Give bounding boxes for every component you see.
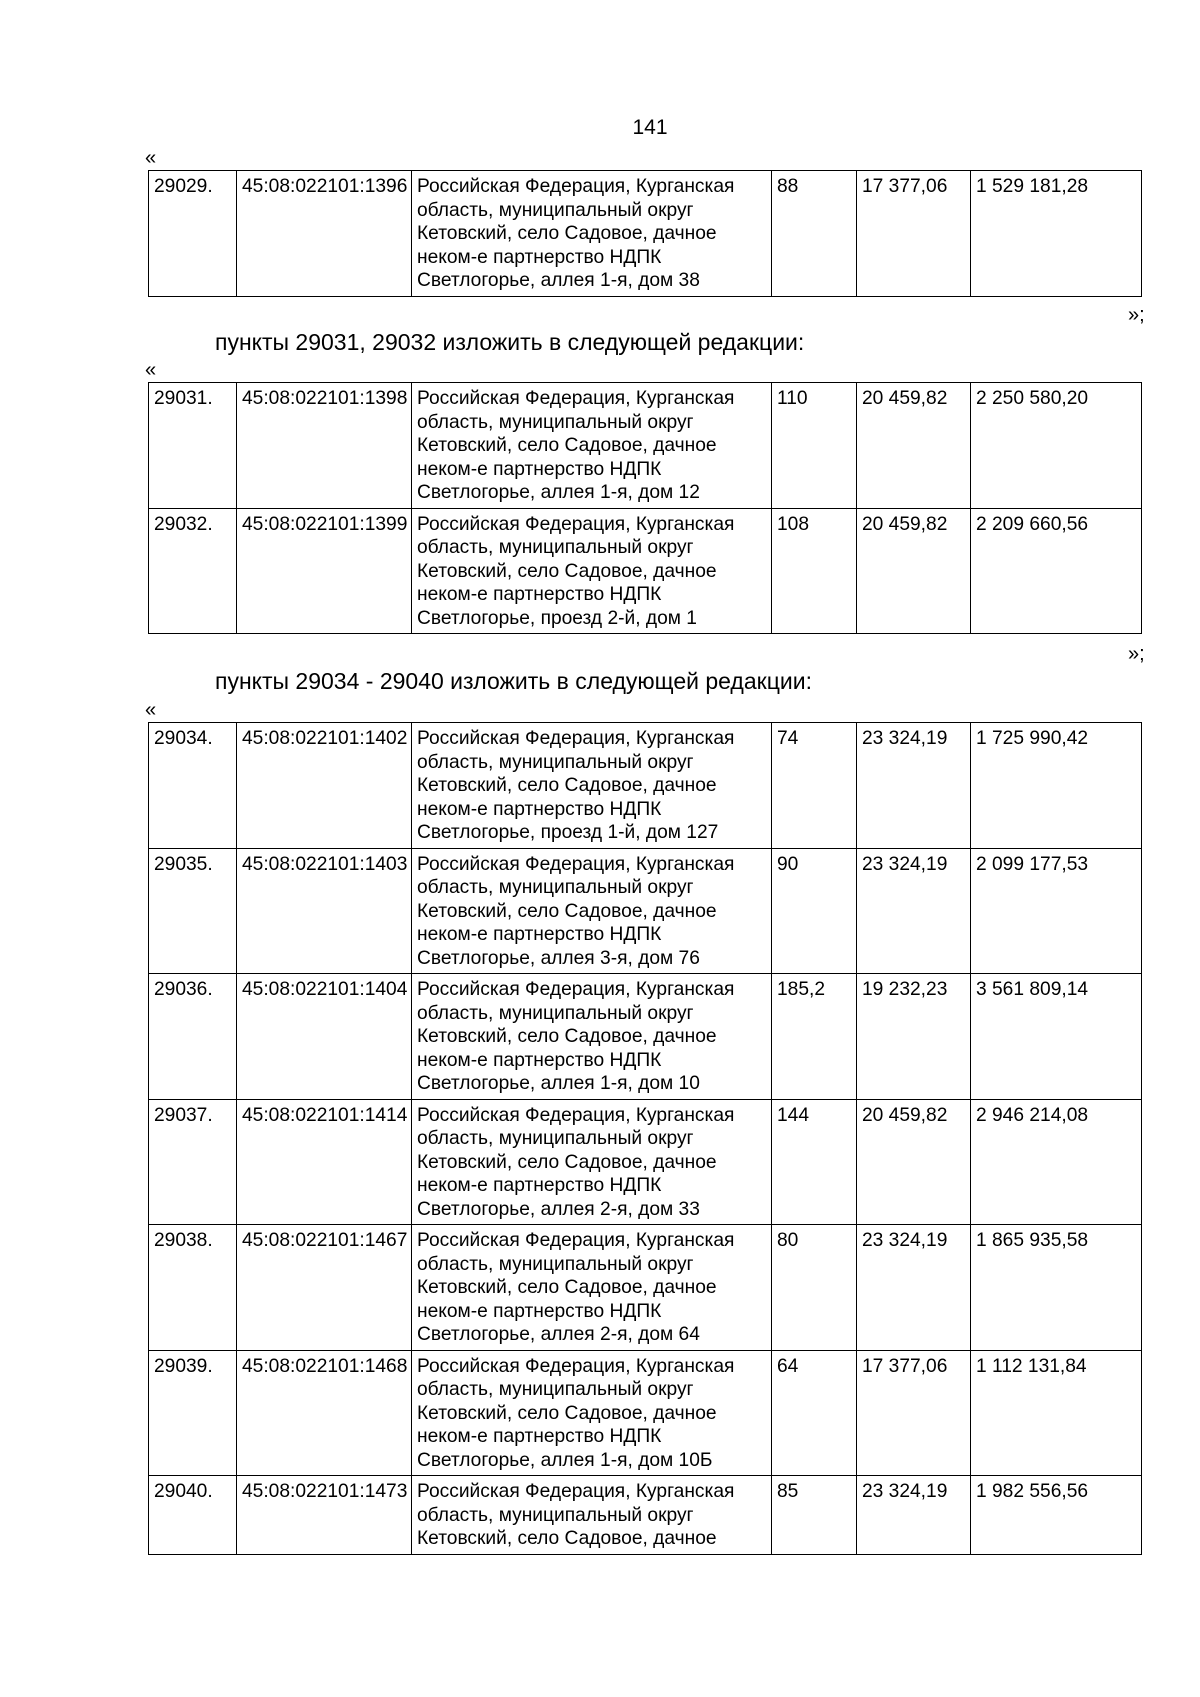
closing-quote: »; — [1128, 643, 1145, 665]
address-cell: Российская Федерация, Курганская область, муниципальный округ Кетовский, село Садовое, дачное неком-е партнерство НДПК Светлогорье, аллея 1-я, дом 38 — [412, 171, 772, 297]
total-value-cell: 1 865 935,58 — [971, 1225, 1142, 1351]
cadastral-number-cell: 45:08:022101:1467 — [237, 1225, 412, 1351]
total-value-cell: 3 561 809,14 — [971, 974, 1142, 1100]
table-row — [149, 848, 1142, 974]
address-cell: Российская Федерация, Курганская область, муниципальный округ Кетовский, село Садовое, дачное неком-е партнерство НДПК Светлогорье, аллея 1-я, дом 12 — [412, 383, 772, 509]
area-cell: 80 — [772, 1225, 857, 1351]
area-cell: 108 — [772, 508, 857, 634]
cadastral-number-cell: 45:08:022101:1398 — [237, 383, 412, 509]
page-number: 141 — [632, 116, 668, 139]
table-row — [149, 171, 1142, 297]
cadastral-number-cell: 45:08:022101:1473 — [237, 1476, 412, 1555]
cadastral-number-cell: 45:08:022101:1402 — [237, 723, 412, 849]
table-body — [149, 723, 1142, 1555]
price-per-unit-cell: 23 324,19 — [857, 1476, 971, 1555]
address-cell: Российская Федерация, Курганская область, муниципальный округ Кетовский, село Садовое, дачное неком-е партнерство НДПК Светлогорье, проезд 2-й, дом 1 — [412, 508, 772, 634]
item-number-cell: 29032. — [149, 508, 237, 634]
price-per-unit-cell: 17 377,06 — [857, 1350, 971, 1476]
address-cell: Российская Федерация, Курганская область, муниципальный округ Кетовский, село Садовое, дачное неком-е партнерство НДПК Светлогорье, аллея 2-я, дом 64 — [412, 1225, 772, 1351]
section-intro: пункты 29034 - 29040 изложить в следующей редакции: — [215, 668, 812, 694]
price-per-unit-cell: 20 459,82 — [857, 1099, 971, 1225]
cadastral-number-cell: 45:08:022101:1468 — [237, 1350, 412, 1476]
total-value-cell: 2 946 214,08 — [971, 1099, 1142, 1225]
area-cell: 185,2 — [772, 974, 857, 1100]
item-number-cell: 29035. — [149, 848, 237, 974]
table-row — [149, 1350, 1142, 1476]
price-per-unit-cell: 20 459,82 — [857, 508, 971, 634]
table-row — [149, 1225, 1142, 1351]
address-cell: Российская Федерация, Курганская область, муниципальный округ Кетовский, село Садовое, дачное неком-е партнерство НДПК Светлогорье, аллея 1-я, дом 10Б — [412, 1350, 772, 1476]
cadastral-number-cell: 45:08:022101:1396 — [237, 171, 412, 297]
cadastral-number-cell: 45:08:022101:1399 — [237, 508, 412, 634]
table-section-2 — [148, 722, 1142, 1555]
price-per-unit-cell: 17 377,06 — [857, 171, 971, 297]
item-number-cell: 29038. — [149, 1225, 237, 1351]
address-cell: Российская Федерация, Курганская область, муниципальный округ Кетовский, село Садовое, дачное — [412, 1476, 772, 1555]
opening-quote: « — [145, 359, 157, 381]
area-cell: 85 — [772, 1476, 857, 1555]
total-value-cell: 2 209 660,56 — [971, 508, 1142, 634]
table-row — [149, 383, 1142, 509]
table-row — [149, 508, 1142, 634]
table-row — [149, 1099, 1142, 1225]
price-per-unit-cell: 23 324,19 — [857, 848, 971, 974]
item-number-cell: 29029. — [149, 171, 237, 297]
table-body — [149, 383, 1142, 634]
area-cell: 90 — [772, 848, 857, 974]
area-cell: 110 — [772, 383, 857, 509]
total-value-cell: 1 112 131,84 — [971, 1350, 1142, 1476]
table-row — [149, 723, 1142, 849]
table-section-1 — [148, 382, 1142, 634]
item-number-cell: 29036. — [149, 974, 237, 1100]
area-cell: 144 — [772, 1099, 857, 1225]
price-per-unit-cell: 19 232,23 — [857, 974, 971, 1100]
total-value-cell: 2 250 580,20 — [971, 383, 1142, 509]
table-row — [149, 974, 1142, 1100]
address-cell: Российская Федерация, Курганская область, муниципальный округ Кетовский, село Садовое, дачное неком-е партнерство НДПК Светлогорье, аллея 2-я, дом 33 — [412, 1099, 772, 1225]
address-cell: Российская Федерация, Курганская область, муниципальный округ Кетовский, село Садовое, дачное неком-е партнерство НДПК Светлогорье, аллея 3-я, дом 76 — [412, 848, 772, 974]
cadastral-number-cell: 45:08:022101:1403 — [237, 848, 412, 974]
item-number-cell: 29039. — [149, 1350, 237, 1476]
area-cell: 74 — [772, 723, 857, 849]
cadastral-number-cell: 45:08:022101:1404 — [237, 974, 412, 1100]
item-number-cell: 29037. — [149, 1099, 237, 1225]
opening-quote: « — [145, 147, 157, 169]
total-value-cell: 1 982 556,56 — [971, 1476, 1142, 1555]
item-number-cell: 29034. — [149, 723, 237, 849]
table-section-0 — [148, 170, 1142, 297]
table-body — [149, 171, 1142, 297]
total-value-cell: 1 725 990,42 — [971, 723, 1142, 849]
area-cell: 88 — [772, 171, 857, 297]
table-row — [149, 1476, 1142, 1555]
total-value-cell: 1 529 181,28 — [971, 171, 1142, 297]
section-intro: пункты 29031, 29032 изложить в следующей редакции: — [215, 329, 805, 355]
opening-quote: « — [145, 699, 157, 721]
address-cell: Российская Федерация, Курганская область, муниципальный округ Кетовский, село Садовое, дачное неком-е партнерство НДПК Светлогорье, проезд 1-й, дом 127 — [412, 723, 772, 849]
item-number-cell: 29031. — [149, 383, 237, 509]
cadastral-number-cell: 45:08:022101:1414 — [237, 1099, 412, 1225]
address-cell: Российская Федерация, Курганская область, муниципальный округ Кетовский, село Садовое, дачное неком-е партнерство НДПК Светлогорье, аллея 1-я, дом 10 — [412, 974, 772, 1100]
item-number-cell: 29040. — [149, 1476, 237, 1555]
price-per-unit-cell: 23 324,19 — [857, 1225, 971, 1351]
area-cell: 64 — [772, 1350, 857, 1476]
price-per-unit-cell: 20 459,82 — [857, 383, 971, 509]
total-value-cell: 2 099 177,53 — [971, 848, 1142, 974]
price-per-unit-cell: 23 324,19 — [857, 723, 971, 849]
closing-quote: »; — [1128, 304, 1145, 326]
